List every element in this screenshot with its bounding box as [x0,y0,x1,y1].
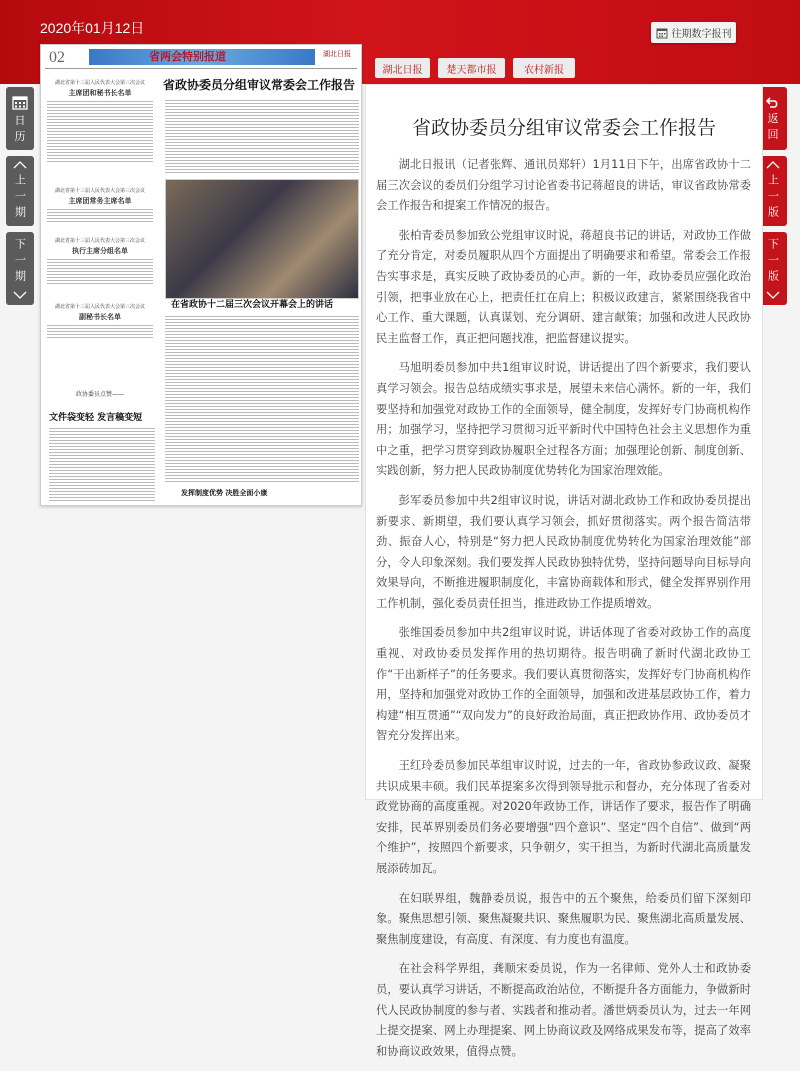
article-paragraph: 彭军委员参加中共2组审议时说，讲话对湖北政协工作和政协委员提出新要求、新期望，我们要认真学习领会，抓好贯彻落实。两个报告简洁带劲、振奋人心，特别是“努力把人民政协制度优势转化为国家治理效能”部分，令人印象深刻。我们要发挥人民政协独特优势，坚持问题导向目标导向效果导向，不断推进履职制度化，丰富协商载体和形式，健全发挥界别作用工作机制，强化委员责任担当，推进政协工作提质增效。 [376,493,751,610]
next-issue-button[interactable] [6,232,34,305]
thumbnail-side-item[interactable] [47,237,153,286]
next-page-button[interactable] [759,232,787,305]
chevron-up-icon [13,161,27,169]
chevron-down-icon [766,291,780,299]
side-kicker: 湖北省第十三届人民代表大会第三次会议 [54,304,145,310]
thumbnail-text-block [49,427,155,503]
newspaper-tabs [375,58,575,78]
thumbnail-headline[interactable]: 省政协委员分组审议常委会工作报告 [163,78,356,92]
side-text [47,208,153,222]
archive-button[interactable] [651,22,736,43]
side-kicker: 湖北省第十三届人民代表大会第三次会议 [54,80,145,86]
tab-rural-news[interactable]: 农村新报 [513,58,575,78]
article-paragraph: 湖北日报讯（记者张辉、通讯员郑轩）1月11日下午，出席省政协十二届三次会议的委员们分组学习讨论省委书记蒋超良的讲话，审议省政协常委会工作报告和提案工作情况的报告。 [376,158,751,213]
article-paragraph: 张柏青委员参加致公党组审议时说，蒋超良书记的讲话，对政协工作做了充分肯定，对委员履职从四个方面提出了明确要求和希望。常委会工作报告实事求是，真实反映了政协委员的心声。新的一年，政协委员应强化政治引领，把事业放在心上，把责任扛在肩上；积极议政建言，紧紧围绕我省中心工作、重大课题，认真谋划、充分调研、建言献策；加强和改进人民政协民主监督工作，真正把问题找准，把监督建议提实。 [376,228,751,345]
thumbnail-text-block [165,99,359,173]
side-text [47,258,153,286]
button-label: 下一期 [13,238,27,286]
article-panel [365,84,763,1058]
thumbnail-sub-title[interactable]: 发挥制度优势 决胜全面小康 [181,489,268,497]
button-char: 日 [14,114,26,127]
side-title: 执行主席分组名单 [72,247,128,255]
side-kicker: 湖北省第十三届人民代表大会第三次会议 [54,188,145,194]
thumbnail-banner: 省两会特别报道 [89,49,315,65]
tab-chutian-metropolis[interactable]: 楚天都市报 [438,58,505,78]
issue-date: 2020年01月12日 [40,20,145,36]
thumbnail-photo [165,179,359,299]
archive-button-label: 往期数字报刊 [671,29,732,40]
side-kicker: 湖北省第十三届人民代表大会第三次会议 [54,238,145,244]
chevron-up-icon [766,161,780,169]
side-text [47,100,153,164]
article-paragraph: 在社会科学界组，龚顺宋委员说，作为一名律师、党外人士和政协委员，要认真学习讲话，不断提高政治站位，不断提升各方面能力，争做新时代人民政协制度的参与者、实践者和推动者。潘世炳委员认为，过去一年网上提交提案、网上办理提案、网上协商议政及网络成果发布等，提高了效率和协商议政效果，值得点赞。 [376,962,751,1058]
side-text [47,324,153,340]
chevron-down-icon [13,291,27,299]
button-label: 上一版 [766,173,780,222]
button-char: 历 [14,130,26,143]
thumbnail-speech-title[interactable]: 在省政协十二届三次会议开幕会上的讲话 [171,300,334,310]
side-title: 主席团和秘书长名单 [68,89,132,97]
article-paragraph: 王红玲委员参加民革组审议时说，过去的一年，省政协参政议政、凝聚共识成果丰硕。我们民革提案多次得到领导批示和督办，充分体现了省委对政党协商的高度重视。对2020年政协工作，讲话作了要求，报告作了明确安排，民革界别委员们务必要增强“四个意识”、坚定“四个自信”、做到“两个维护”，按照四个新要求，只争朝夕，实干担当，为新时代湖北高质量发展添砖加瓦。 [376,759,751,875]
return-button[interactable] [759,87,787,150]
thumbnail-side-item[interactable] [47,303,153,340]
thumbnail-page-number: 02 [49,49,65,66]
article-body [376,155,751,1071]
button-char: 回 [767,128,779,141]
thumbnail-side-item[interactable] [47,187,153,222]
thumbnail-feature-title[interactable]: 文件袋变轻 发言稿变短 [49,413,143,423]
calendar-icon [12,95,28,110]
side-title: 主席团常务主席名单 [68,197,132,205]
thumbnail-divider [45,68,357,69]
previous-issue-button[interactable] [6,156,34,226]
article-title: 省政协委员分组审议常委会工作报告 [411,117,716,139]
thumbnail-masthead: 湖北日报 [323,50,351,58]
page-thumbnail[interactable] [40,44,362,506]
calendar-button[interactable] [6,87,34,150]
article-paragraph: 马旭明委员参加中共1组审议时说，讲话提出了四个新要求，我们要认真学习领会。报告总结成绩实事求是，展望未来信心满怀。新的一年，我们要坚持和加强党对政协工作的全面领导，健全制度，发挥好专门协商机构作用；加强学习，坚持把学习贯彻习近平新时代中国特色社会主义思想作为重中之重，把学习贯穿到政协履职全过程各方面；加强理论创新、制度创新、实践创新，努力把人民政协制度优势转化为国家治理效能。 [376,361,751,478]
previous-page-button[interactable] [759,156,787,226]
thumbnail-text-block [165,315,359,483]
side-title: 副秘书长名单 [79,313,121,321]
calendar-icon [656,27,668,39]
article-paragraph: 在妇联界组，魏静委员说，报告中的五个聚焦，给委员们留下深刻印象。聚焦思想引领、聚焦凝聚共识、聚焦履职为民、聚焦湖北高质量发展、聚焦制度建设，有高度、有深度、有力度也有温度。 [376,891,751,946]
button-label: 上一期 [13,173,27,222]
button-label: 下一版 [766,238,780,286]
button-char: 返 [767,112,779,125]
thumbnail-feature-kicker: 政协委员点赞—— [75,391,124,398]
tab-hubei-daily[interactable]: 湖北日报 [375,58,430,78]
return-icon [766,97,780,108]
thumbnail-side-item[interactable] [47,79,153,164]
article-paragraph: 张维国委员参加中共2组审议时说，讲话体现了省委对政协工作的高度重视、对政协委员发挥作用的热切期待。报告明确了新时代湖北政协工作“干出新样子”的任务要求。我们要认真贯彻落实，发挥好专门协商机构作用，坚持和加强党对政协工作的全面领导，加强和改进基层政协工作，着力构建“相互贯通”“双向发力”的良好政治局面，真正把政协作用、政协委员才智充分发挥出来。 [376,626,751,743]
